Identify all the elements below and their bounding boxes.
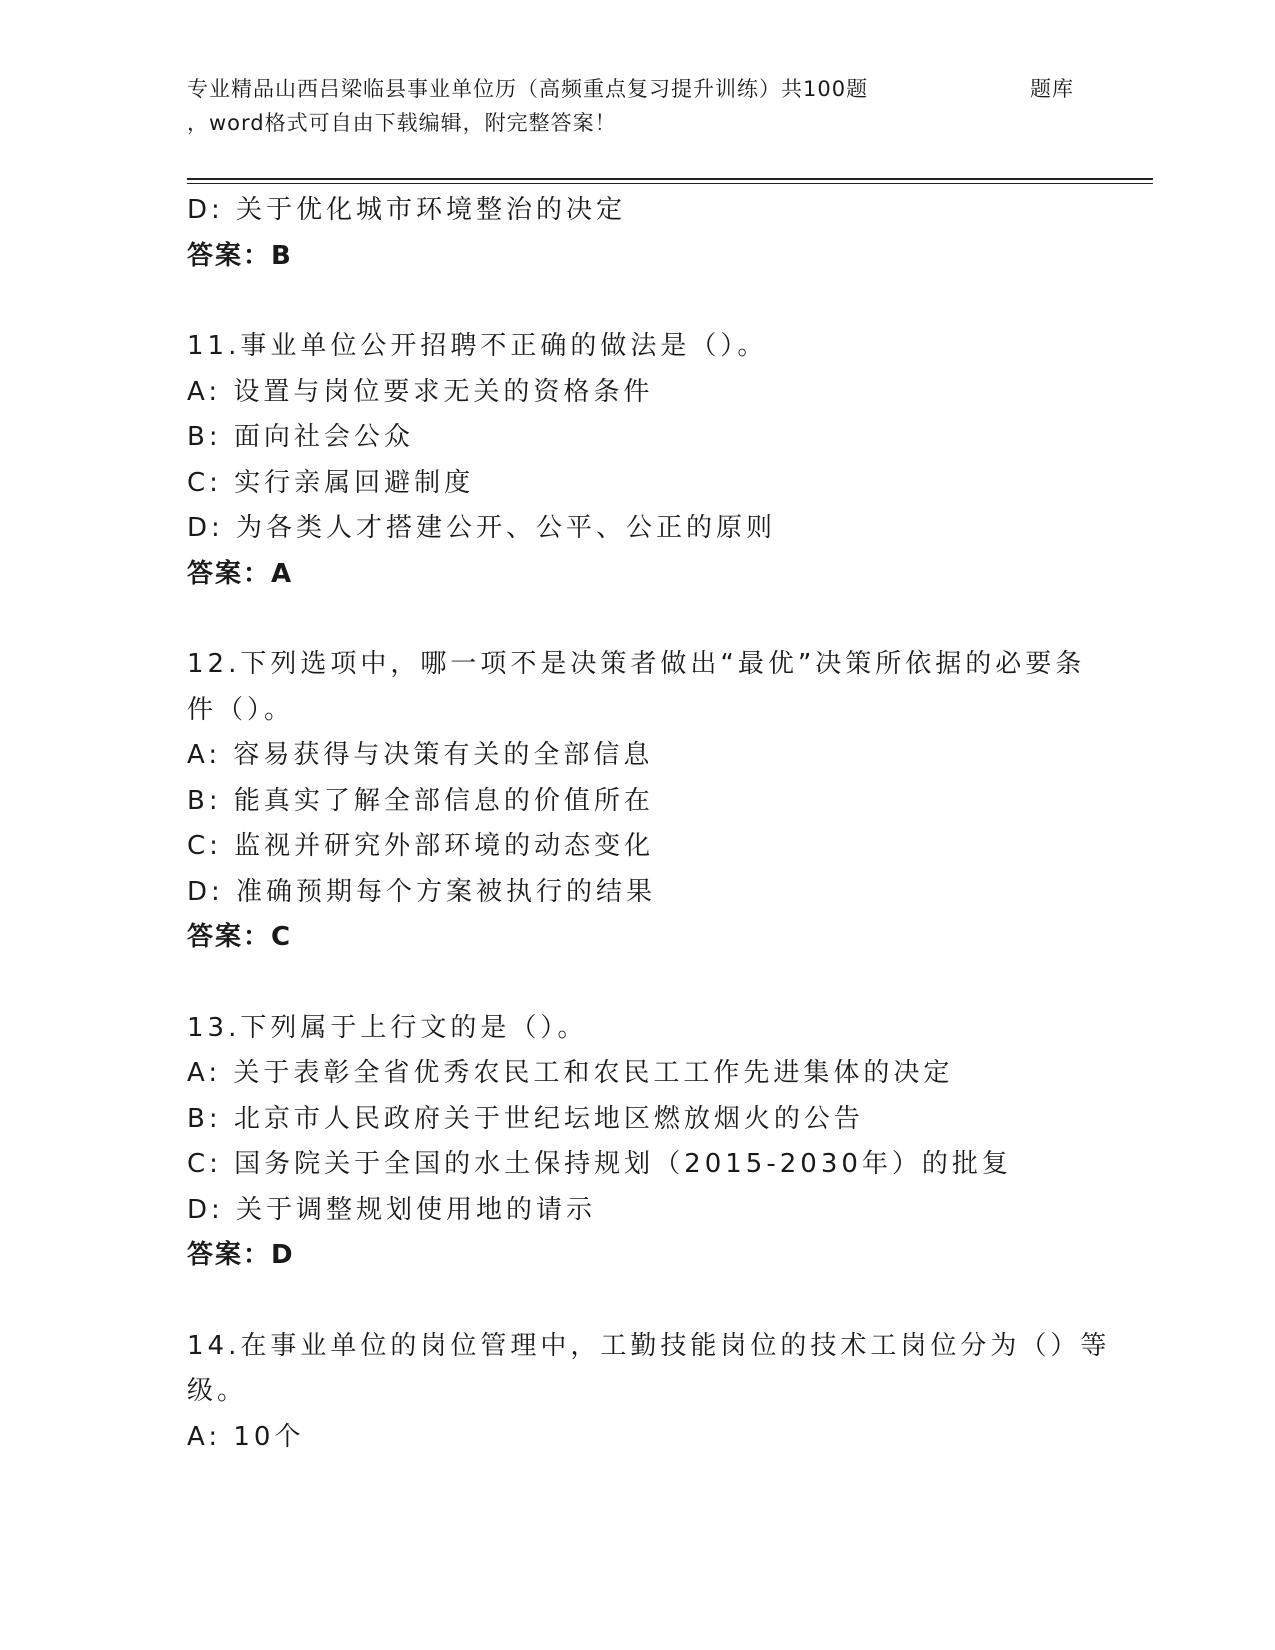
carryover-answer: 答案：B	[187, 240, 293, 271]
header-subtitle: ，word格式可自由下载编辑，附完整答案！	[187, 111, 617, 135]
option-c: C: 国务院关于全国的水土保持规划（2015-2030年）的批复	[187, 1149, 1012, 1179]
question-12	[187, 642, 1087, 961]
question-stem: 12.下列选项中，哪一项不是决策者做出“最优”决策所依据的必要条	[187, 649, 1086, 679]
question-11	[187, 324, 1087, 597]
question-stem-continued: 级。	[187, 1376, 248, 1406]
answer: 答案：C	[187, 922, 293, 952]
option-d: D: 为各类人才搭建公开、公平、公正的原则	[187, 513, 777, 543]
question-14	[187, 1324, 1111, 1461]
spacer	[187, 279, 1087, 324]
spacer	[187, 597, 1087, 642]
header-tag: 题库	[1030, 77, 1074, 101]
spacer	[187, 961, 1087, 1006]
spacer	[187, 1279, 1087, 1324]
option-d: D: 准确预期每个方案被执行的结果	[187, 876, 657, 907]
question-13	[187, 1006, 1087, 1279]
option-b: B: 北京市人民政府关于世纪坛地区燃放烟火的公告	[187, 1103, 864, 1134]
question-stem: 13.下列属于上行文的是（）。	[187, 1012, 588, 1043]
header-line-1	[187, 72, 1087, 106]
question-stem-continued: 件（）。	[187, 694, 295, 725]
option-a: A: 关于表彰全省优秀农民工和农民工工作先进集体的决定	[187, 1058, 954, 1088]
question-stem: 14.在事业单位的岗位管理中，工勤技能岗位的技术工岗位分为（）等	[187, 1330, 1111, 1361]
carryover-option-d: D: 关于优化城市环境整治的决定	[187, 195, 627, 225]
option-a: A: 设置与岗位要求无关的资格条件	[187, 376, 654, 407]
option-a: A: 容易获得与决策有关的全部信息	[187, 740, 654, 770]
document-title: 专业精品山西吕梁临县事业单位历（高频重点复习提升训练）共100题	[187, 77, 869, 101]
option-a: A: 10个	[187, 1421, 305, 1452]
question-stem: 11.事业单位公开招聘不正确的做法是（）。	[187, 331, 768, 361]
question-content	[187, 188, 1111, 1460]
option-b: B: 面向社会公众	[187, 422, 414, 452]
option-b: B: 能真实了解全部信息的价值所在	[187, 785, 654, 816]
page-header	[187, 72, 1087, 140]
header-divider	[187, 178, 1153, 184]
option-c: C: 监视并研究外部环境的动态变化	[187, 831, 655, 861]
answer: 答案：D	[187, 1240, 295, 1270]
option-d: D: 关于调整规划使用地的请示	[187, 1194, 597, 1225]
option-c: C: 实行亲属回避制度	[187, 467, 475, 498]
answer: 答案：A	[187, 558, 294, 589]
